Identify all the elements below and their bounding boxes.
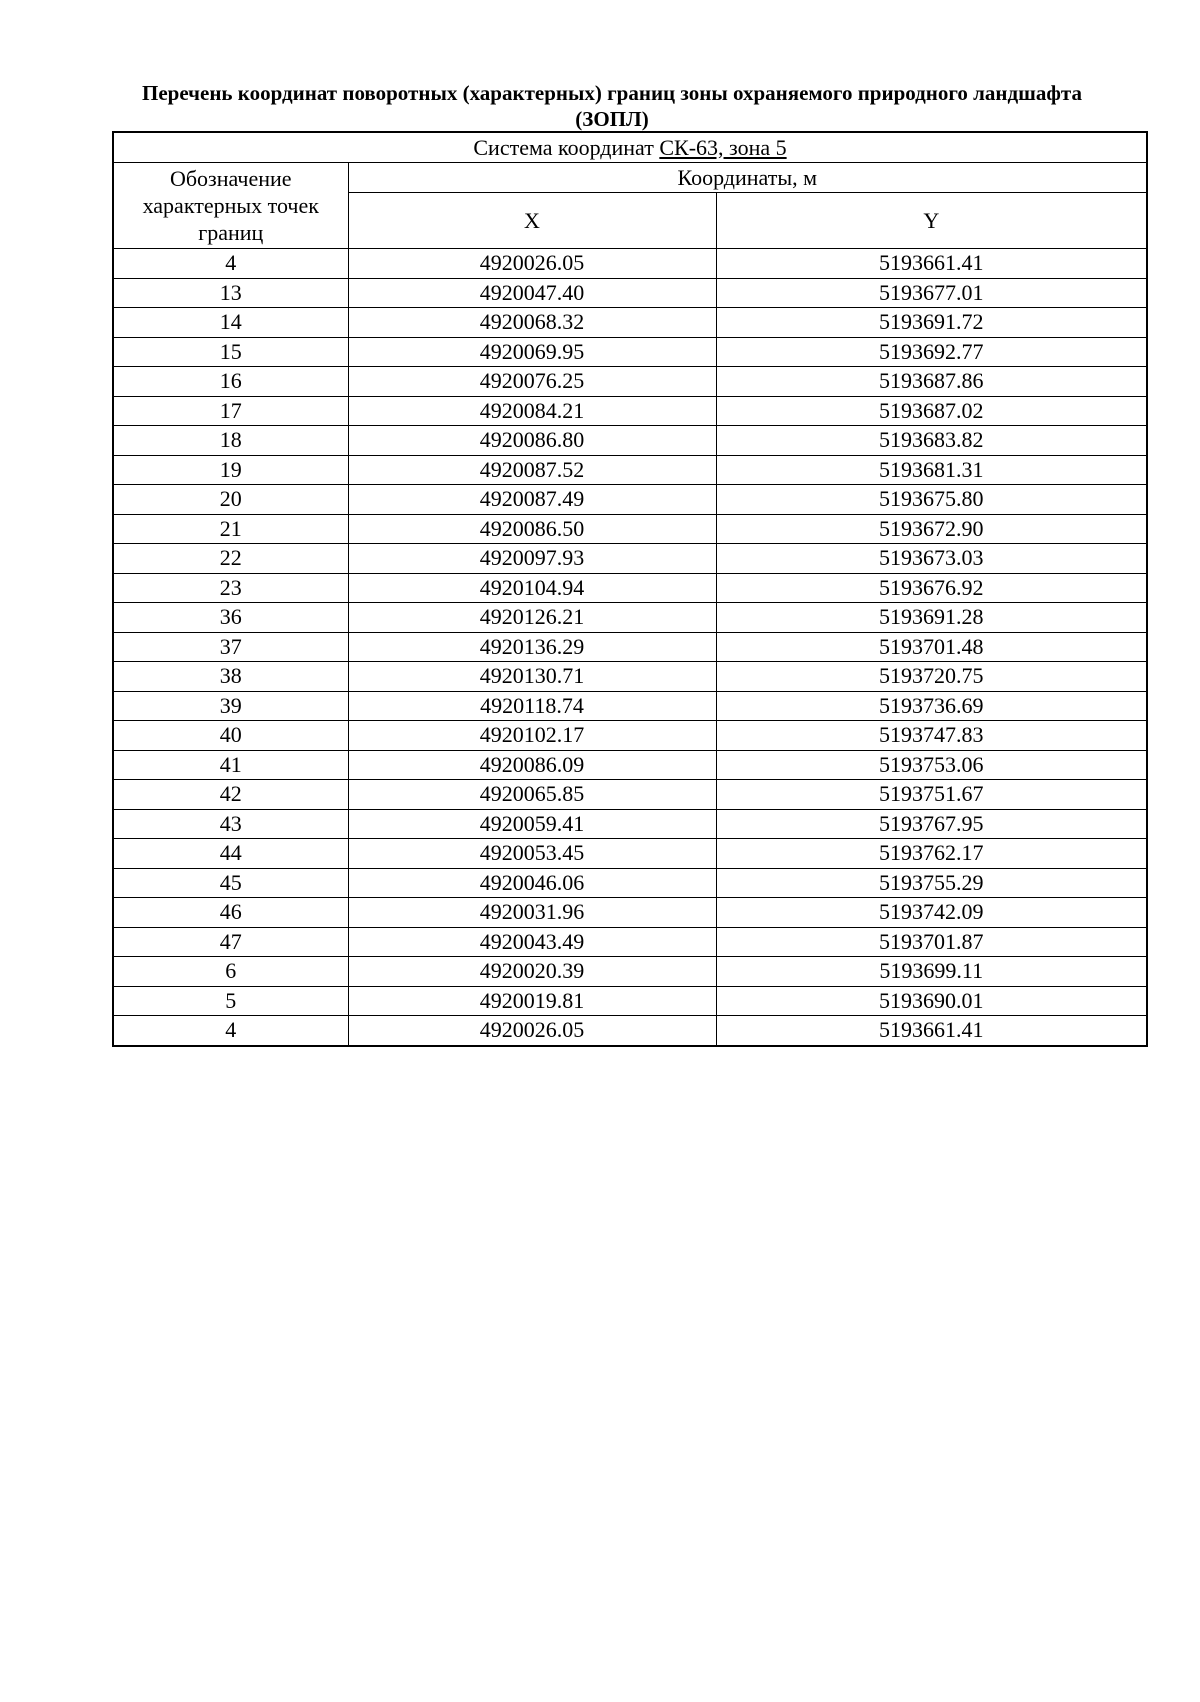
cell-x: 4920102.17 xyxy=(348,721,716,751)
cell-y: 5193673.03 xyxy=(716,544,1147,574)
table-row xyxy=(113,986,1147,1016)
table-row xyxy=(113,426,1147,456)
cell-y: 5193753.06 xyxy=(716,750,1147,780)
cell-point: 36 xyxy=(113,603,348,633)
header-row-1 xyxy=(113,163,1147,193)
cell-point: 19 xyxy=(113,455,348,485)
table-row xyxy=(113,927,1147,957)
cell-x: 4920136.29 xyxy=(348,632,716,662)
cell-point: 22 xyxy=(113,544,348,574)
coordinate-system-cell xyxy=(113,132,1147,163)
cell-point: 5 xyxy=(113,986,348,1016)
cell-x: 4920068.32 xyxy=(348,308,716,338)
cell-y: 5193690.01 xyxy=(716,986,1147,1016)
cell-point: 18 xyxy=(113,426,348,456)
coordinate-system-row xyxy=(113,132,1147,163)
cell-point: 4 xyxy=(113,249,348,279)
table-row xyxy=(113,485,1147,515)
cell-y: 5193687.02 xyxy=(716,396,1147,426)
cell-y: 5193661.41 xyxy=(716,1016,1147,1046)
cell-y: 5193691.72 xyxy=(716,308,1147,338)
cell-point: 13 xyxy=(113,278,348,308)
table-row xyxy=(113,750,1147,780)
cell-point: 45 xyxy=(113,868,348,898)
cell-x: 4920130.71 xyxy=(348,662,716,692)
cell-x: 4920053.45 xyxy=(348,839,716,869)
table-row xyxy=(113,1016,1147,1046)
cell-point: 4 xyxy=(113,1016,348,1046)
cell-x: 4920076.25 xyxy=(348,367,716,397)
cell-y: 5193701.87 xyxy=(716,927,1147,957)
cell-x: 4920046.06 xyxy=(348,868,716,898)
cell-x: 4920087.49 xyxy=(348,485,716,515)
col-header-coordinates: Координаты, м xyxy=(348,163,1147,193)
table-row xyxy=(113,308,1147,338)
cell-y: 5193672.90 xyxy=(716,514,1147,544)
table-row xyxy=(113,396,1147,426)
table-row xyxy=(113,662,1147,692)
cell-x: 4920086.50 xyxy=(348,514,716,544)
table-row xyxy=(113,278,1147,308)
table-row xyxy=(113,721,1147,751)
cell-x: 4920031.96 xyxy=(348,898,716,928)
cell-x: 4920043.49 xyxy=(348,927,716,957)
cell-point: 41 xyxy=(113,750,348,780)
table-row xyxy=(113,514,1147,544)
cell-y: 5193762.17 xyxy=(716,839,1147,869)
cell-point: 21 xyxy=(113,514,348,544)
cell-point: 15 xyxy=(113,337,348,367)
cell-point: 37 xyxy=(113,632,348,662)
table-row xyxy=(113,868,1147,898)
cell-y: 5193677.01 xyxy=(716,278,1147,308)
table-row xyxy=(113,455,1147,485)
cell-y: 5193681.31 xyxy=(716,455,1147,485)
cell-x: 4920126.21 xyxy=(348,603,716,633)
cell-point: 14 xyxy=(113,308,348,338)
cell-y: 5193692.77 xyxy=(716,337,1147,367)
cell-x: 4920047.40 xyxy=(348,278,716,308)
cell-point: 16 xyxy=(113,367,348,397)
cell-y: 5193676.92 xyxy=(716,573,1147,603)
cell-x: 4920069.95 xyxy=(348,337,716,367)
cell-point: 47 xyxy=(113,927,348,957)
cell-y: 5193755.29 xyxy=(716,868,1147,898)
table-row xyxy=(113,898,1147,928)
table-body xyxy=(113,249,1147,1046)
cell-x: 4920059.41 xyxy=(348,809,716,839)
coordinate-system-value: СК-63, зона 5 xyxy=(659,134,787,160)
cell-x: 4920065.85 xyxy=(348,780,716,810)
cell-y: 5193742.09 xyxy=(716,898,1147,928)
cell-y: 5193736.69 xyxy=(716,691,1147,721)
cell-x: 4920020.39 xyxy=(348,957,716,987)
table-row xyxy=(113,632,1147,662)
cell-x: 4920087.52 xyxy=(348,455,716,485)
table-row xyxy=(113,603,1147,633)
coordinate-system-label: Система координат xyxy=(473,134,654,160)
cell-y: 5193701.48 xyxy=(716,632,1147,662)
coordinates-table xyxy=(112,131,1148,1047)
cell-x: 4920104.94 xyxy=(348,573,716,603)
cell-point: 43 xyxy=(113,809,348,839)
cell-x: 4920097.93 xyxy=(348,544,716,574)
table-row xyxy=(113,957,1147,987)
col-header-y: Y xyxy=(716,193,1147,249)
table-row xyxy=(113,367,1147,397)
cell-x: 4920118.74 xyxy=(348,691,716,721)
cell-point: 39 xyxy=(113,691,348,721)
cell-y: 5193767.95 xyxy=(716,809,1147,839)
cell-point: 40 xyxy=(113,721,348,751)
cell-x: 4920086.80 xyxy=(348,426,716,456)
cell-y: 5193699.11 xyxy=(716,957,1147,987)
cell-y: 5193720.75 xyxy=(716,662,1147,692)
table-row xyxy=(113,573,1147,603)
document-title: Перечень координат поворотных (характерных) границ зоны охраняемого природного ландшафта (ЗОПЛ) xyxy=(142,81,1082,131)
col-header-point: Обозначение характерных точек границ xyxy=(113,163,348,249)
table-row xyxy=(113,337,1147,367)
cell-point: 17 xyxy=(113,396,348,426)
cell-x: 4920019.81 xyxy=(348,986,716,1016)
cell-point: 44 xyxy=(113,839,348,869)
cell-point: 46 xyxy=(113,898,348,928)
table-row xyxy=(113,780,1147,810)
cell-x: 4920086.09 xyxy=(348,750,716,780)
cell-y: 5193683.82 xyxy=(716,426,1147,456)
cell-y: 5193675.80 xyxy=(716,485,1147,515)
cell-point: 6 xyxy=(113,957,348,987)
col-header-x: X xyxy=(348,193,716,249)
cell-point: 23 xyxy=(113,573,348,603)
table-row xyxy=(113,839,1147,869)
cell-y: 5193747.83 xyxy=(716,721,1147,751)
cell-y: 5193691.28 xyxy=(716,603,1147,633)
table-row xyxy=(113,544,1147,574)
cell-point: 20 xyxy=(113,485,348,515)
table-row xyxy=(113,691,1147,721)
table-row xyxy=(113,249,1147,279)
table-row xyxy=(113,809,1147,839)
cell-y: 5193751.67 xyxy=(716,780,1147,810)
cell-x: 4920026.05 xyxy=(348,249,716,279)
cell-point: 38 xyxy=(113,662,348,692)
cell-x: 4920026.05 xyxy=(348,1016,716,1046)
cell-y: 5193661.41 xyxy=(716,249,1147,279)
cell-x: 4920084.21 xyxy=(348,396,716,426)
cell-point: 42 xyxy=(113,780,348,810)
cell-y: 5193687.86 xyxy=(716,367,1147,397)
